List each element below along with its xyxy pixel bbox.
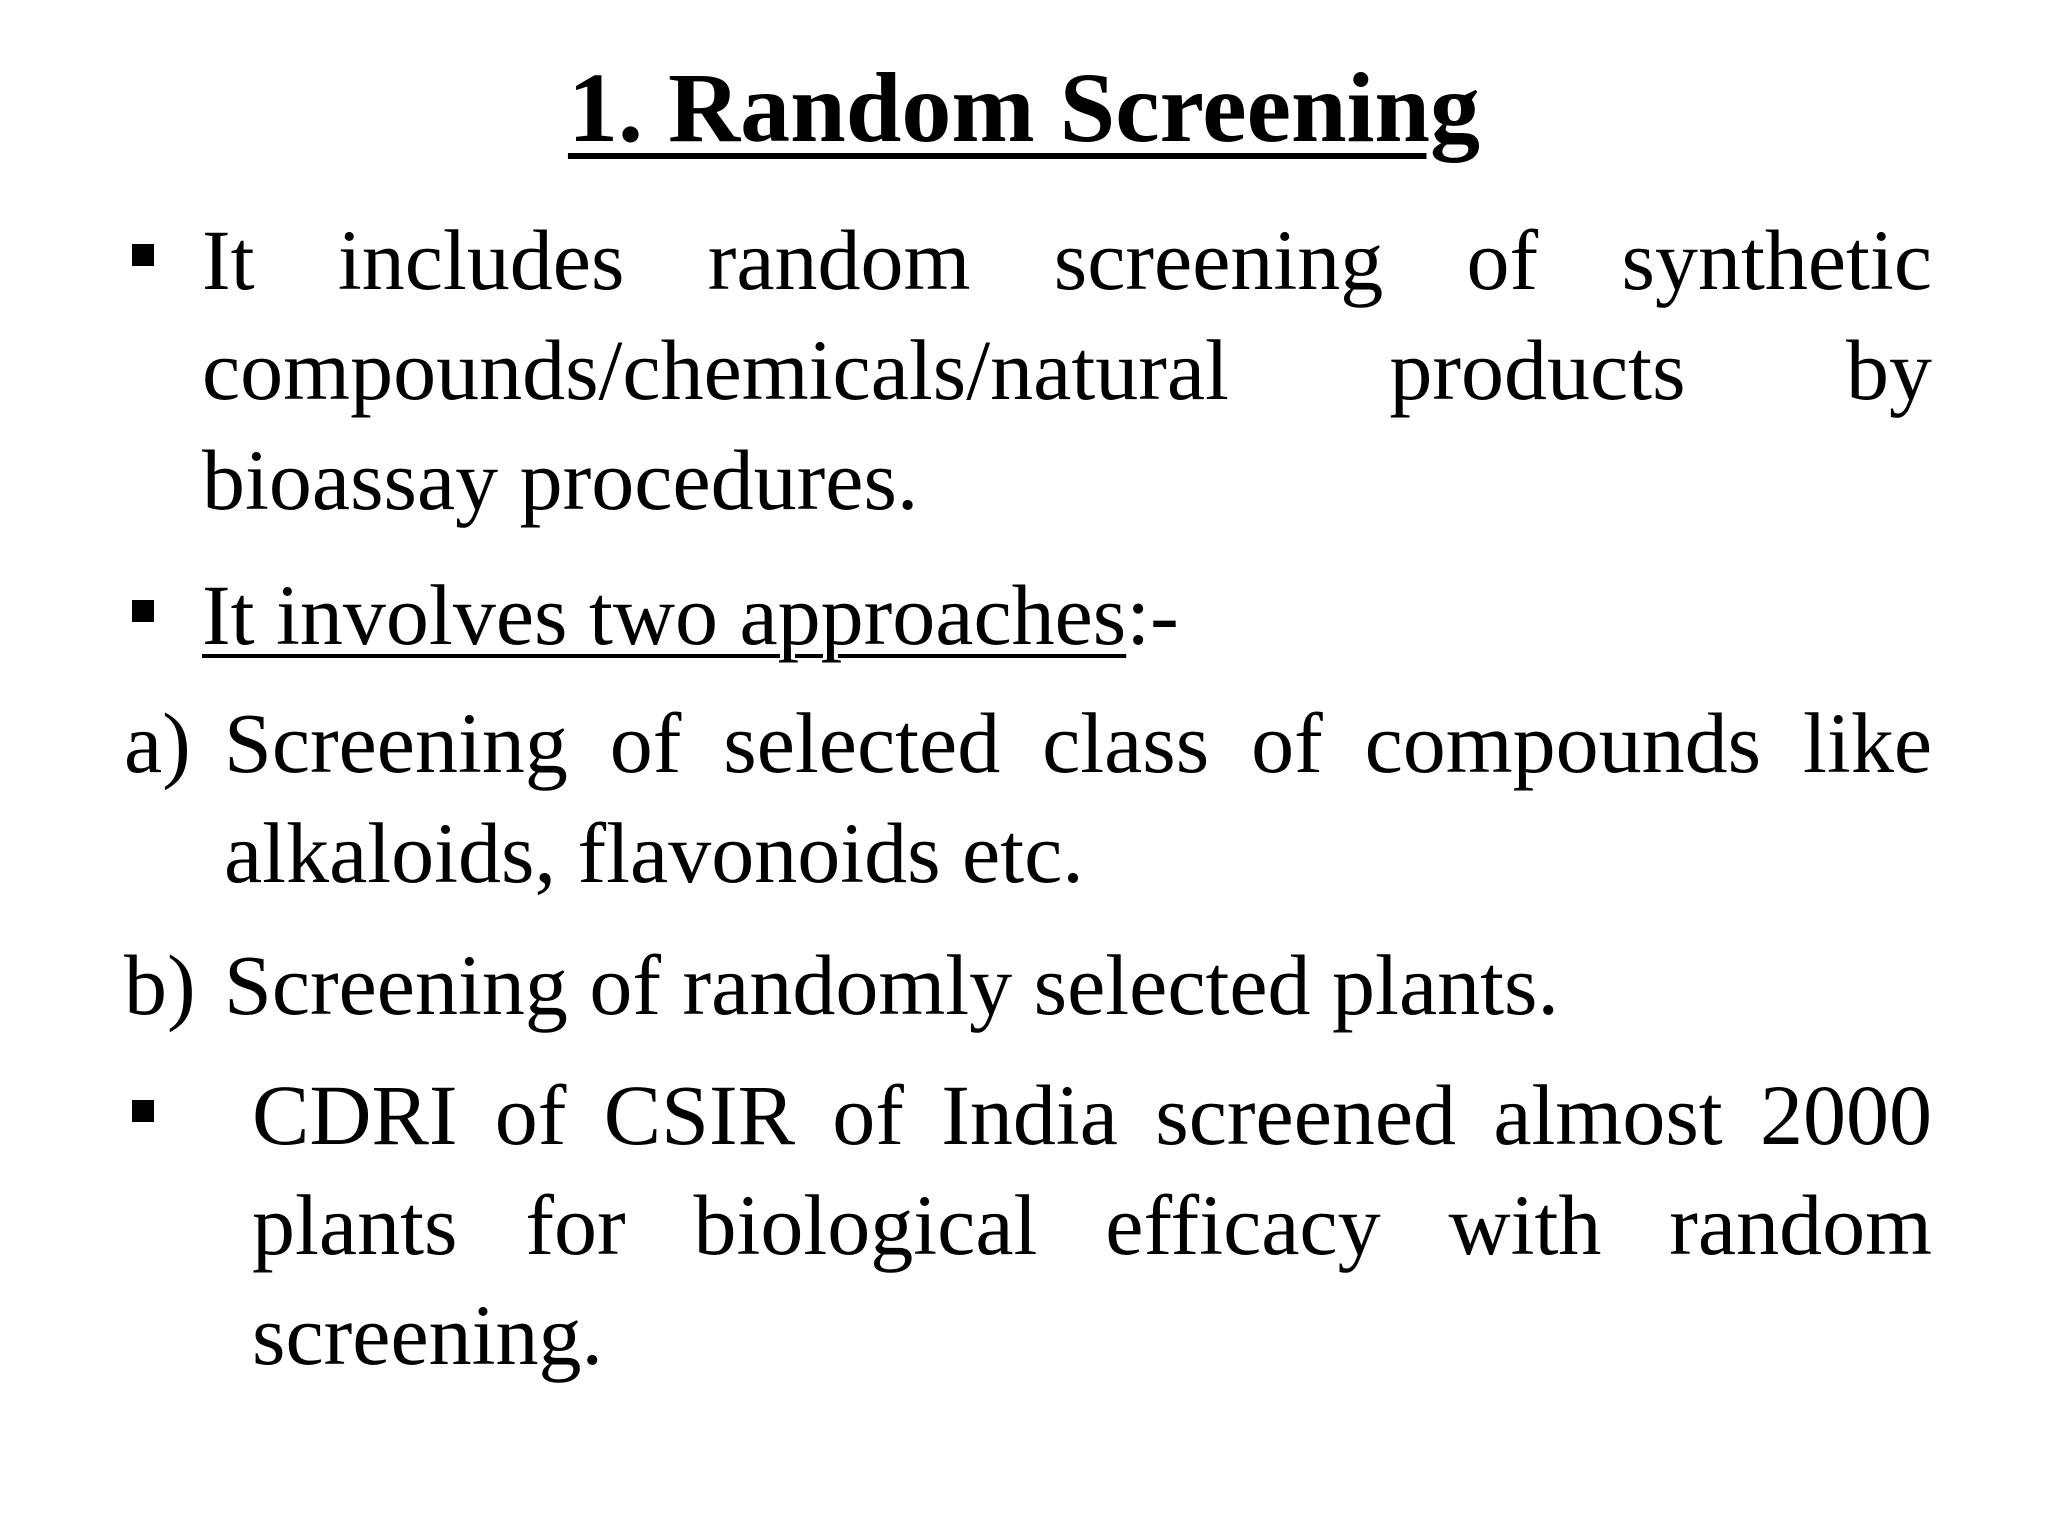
slide-title bbox=[0, 48, 2048, 168]
bullet-3-text: CDRI of CSIR of India screened almost 2000 plants for biological efficacy with random screening. bbox=[252, 1067, 1932, 1383]
item-a-text: Screening of selected class of compounds like alkaloids, flavonoids etc. bbox=[224, 695, 1932, 901]
bullet-2-suffix: :- bbox=[1126, 567, 1179, 663]
bullet-square-icon bbox=[132, 1100, 154, 1122]
bullet-square-icon bbox=[132, 244, 154, 266]
bullet-2-underlined-text: It involves two approaches bbox=[202, 567, 1127, 663]
slide-title-text: 1. Random Screening bbox=[567, 52, 1481, 163]
item-a-marker: a) bbox=[124, 695, 191, 791]
item-b-text: Screening of randomly selected plants. bbox=[224, 937, 1559, 1033]
item-b-marker: b) bbox=[124, 937, 196, 1033]
bullet-2 bbox=[202, 560, 1932, 670]
bullet-1-text: It includes random screening of synthetic compounds/chemicals/natural products by bioassay procedures. bbox=[202, 212, 1932, 528]
bullet-square-icon bbox=[132, 600, 154, 622]
